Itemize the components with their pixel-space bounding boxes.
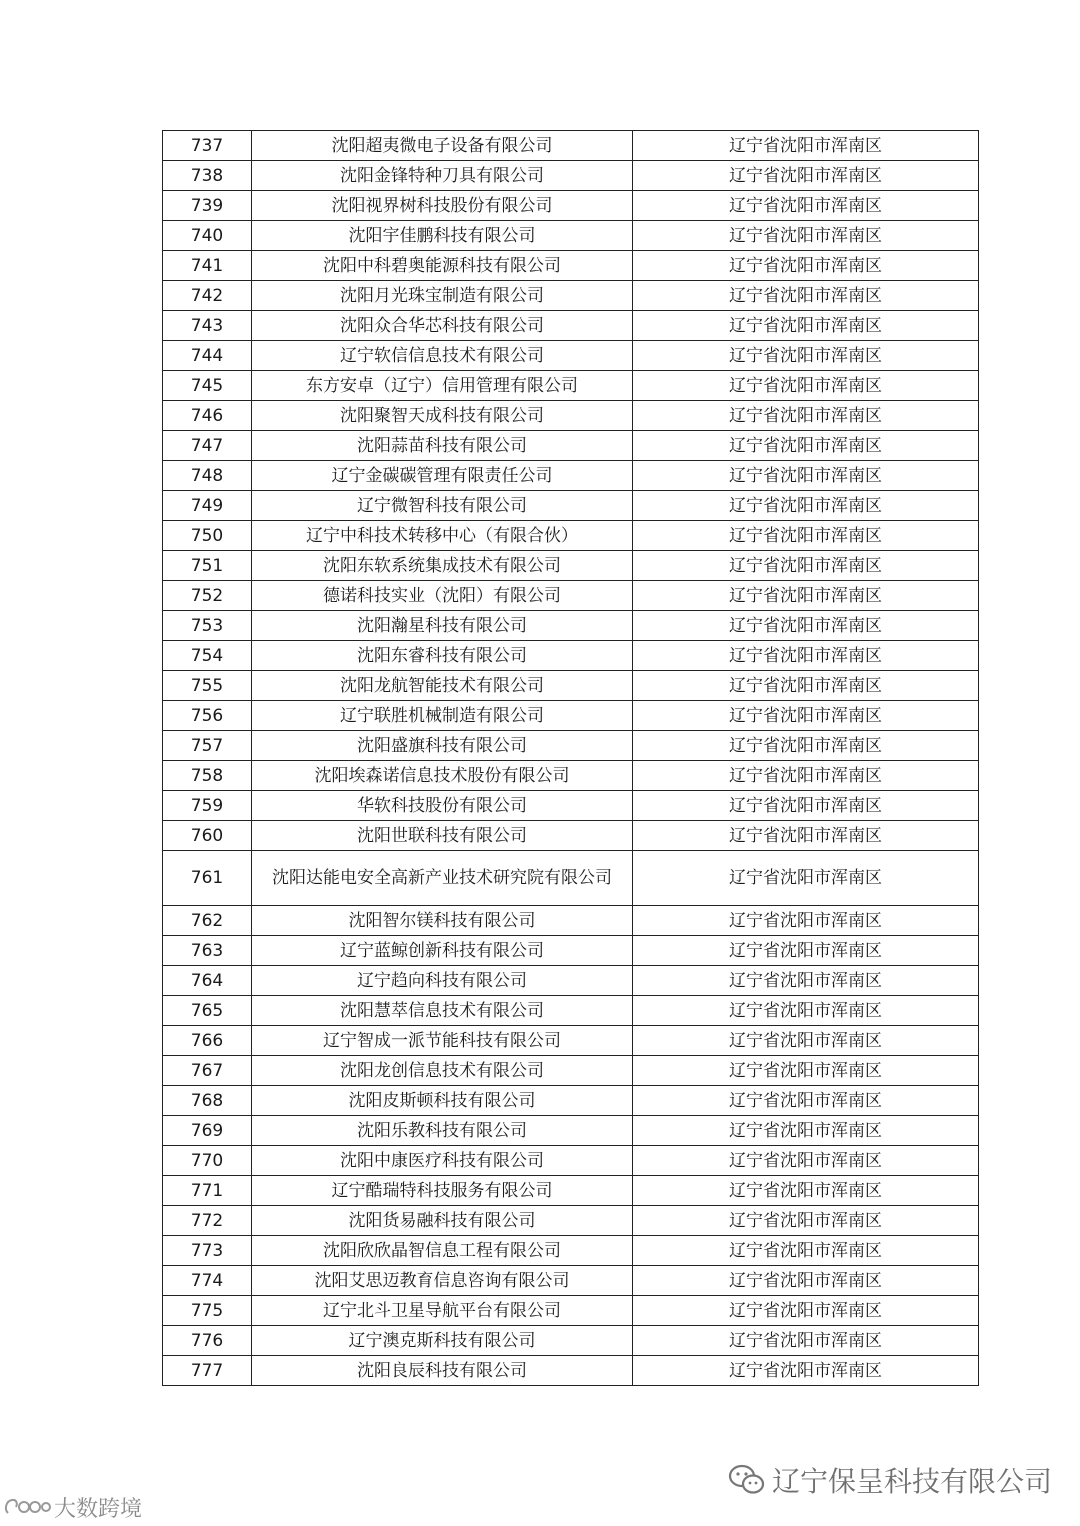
table-row xyxy=(163,1086,979,1116)
row-number-text: 757 xyxy=(190,735,224,756)
region-cell-text: 辽宁省沈阳市浑南区 xyxy=(729,825,882,846)
row-number-text: 744 xyxy=(190,345,224,366)
table-row xyxy=(163,906,979,936)
row-number-text: 765 xyxy=(190,1000,224,1021)
watermark-logo-icon xyxy=(2,1495,52,1519)
region-cell xyxy=(633,641,979,671)
region-cell xyxy=(633,731,979,761)
region-cell-text: 辽宁省沈阳市浑南区 xyxy=(729,375,882,396)
row-number xyxy=(163,996,252,1026)
table-row xyxy=(163,731,979,761)
company-name-cell xyxy=(252,1326,633,1356)
company-name-cell-text: 沈阳龙航智能技术有限公司 xyxy=(340,675,544,696)
company-name-cell-text: 辽宁中科技术转移中心（有限合伙） xyxy=(306,525,578,546)
region-cell xyxy=(633,611,979,641)
region-cell xyxy=(633,251,979,281)
company-name-cell xyxy=(252,251,633,281)
company-name-cell-text: 沈阳智尔镁科技有限公司 xyxy=(348,910,536,931)
region-cell xyxy=(633,1236,979,1266)
company-name-cell xyxy=(252,761,633,791)
region-cell-text: 辽宁省沈阳市浑南区 xyxy=(729,795,882,816)
company-name-cell xyxy=(252,311,633,341)
region-cell-text: 辽宁省沈阳市浑南区 xyxy=(729,285,882,306)
table-row xyxy=(163,1026,979,1056)
row-number-text: 756 xyxy=(190,705,224,726)
table-row xyxy=(163,341,979,371)
row-number-text: 764 xyxy=(190,970,224,991)
company-name-cell-text: 辽宁北斗卫星导航平台有限公司 xyxy=(323,1300,561,1321)
region-cell xyxy=(633,1086,979,1116)
table-row xyxy=(163,791,979,821)
company-name-cell-text: 沈阳慧萃信息技术有限公司 xyxy=(340,1000,544,1021)
region-cell-text: 辽宁省沈阳市浑南区 xyxy=(729,1300,882,1321)
region-cell xyxy=(633,341,979,371)
row-number xyxy=(163,701,252,731)
company-name-cell xyxy=(252,1116,633,1146)
region-cell-text: 辽宁省沈阳市浑南区 xyxy=(729,868,882,888)
region-cell-text: 辽宁省沈阳市浑南区 xyxy=(729,555,882,576)
row-number-text: 772 xyxy=(190,1210,224,1231)
row-number-text: 769 xyxy=(190,1120,224,1141)
row-number-text: 742 xyxy=(190,285,224,306)
region-cell-text: 辽宁省沈阳市浑南区 xyxy=(729,705,882,726)
table-row xyxy=(163,701,979,731)
company-name-cell xyxy=(252,1266,633,1296)
table-row xyxy=(163,1296,979,1326)
table-row xyxy=(163,1176,979,1206)
region-cell-text: 辽宁省沈阳市浑南区 xyxy=(729,615,882,636)
region-cell xyxy=(633,936,979,966)
region-cell-text: 辽宁省沈阳市浑南区 xyxy=(729,910,882,931)
table-row xyxy=(163,1266,979,1296)
wechat-icon xyxy=(728,1463,766,1497)
region-cell-text: 辽宁省沈阳市浑南区 xyxy=(729,1150,882,1171)
row-number-text: 738 xyxy=(190,165,224,186)
region-cell xyxy=(633,996,979,1026)
company-name-cell xyxy=(252,1086,633,1116)
company-name-cell xyxy=(252,791,633,821)
row-number-text: 740 xyxy=(190,225,224,246)
row-number xyxy=(163,1356,252,1386)
company-name-cell-text: 辽宁蓝鲸创新科技有限公司 xyxy=(340,940,544,961)
row-number xyxy=(163,251,252,281)
table-row xyxy=(163,1326,979,1356)
company-name-cell xyxy=(252,701,633,731)
region-cell xyxy=(633,551,979,581)
company-name-cell xyxy=(252,131,633,161)
row-number xyxy=(163,1056,252,1086)
row-number-text: 758 xyxy=(190,765,224,786)
company-name-cell-text: 沈阳货易融科技有限公司 xyxy=(348,1210,536,1231)
row-number xyxy=(163,401,252,431)
row-number xyxy=(163,1086,252,1116)
company-name-cell-text: 沈阳瀚星科技有限公司 xyxy=(357,615,527,636)
company-name-cell-text: 辽宁金碳碳管理有限责任公司 xyxy=(331,465,553,486)
company-name-cell-text: 辽宁软信信息技术有限公司 xyxy=(340,345,544,366)
region-cell xyxy=(633,431,979,461)
region-cell-text: 辽宁省沈阳市浑南区 xyxy=(729,1120,882,1141)
region-cell-text: 辽宁省沈阳市浑南区 xyxy=(729,1180,882,1201)
company-name-cell xyxy=(252,491,633,521)
company-name-cell xyxy=(252,1206,633,1236)
row-number xyxy=(163,641,252,671)
row-number xyxy=(163,131,252,161)
region-cell xyxy=(633,1296,979,1326)
company-name-cell xyxy=(252,611,633,641)
company-name-cell-text: 辽宁微智科技有限公司 xyxy=(357,495,527,516)
company-name-cell xyxy=(252,341,633,371)
company-name-cell-text: 辽宁联胜机械制造有限公司 xyxy=(340,705,544,726)
company-name-cell-text: 沈阳东睿科技有限公司 xyxy=(357,645,527,666)
company-name-cell-text: 沈阳宇佳鹏科技有限公司 xyxy=(348,225,536,246)
company-name-cell-text: 沈阳视界树科技股份有限公司 xyxy=(331,195,553,216)
region-cell-text: 辽宁省沈阳市浑南区 xyxy=(729,940,882,961)
table-row xyxy=(163,996,979,1026)
company-name-cell xyxy=(252,551,633,581)
company-name-cell-text: 沈阳蒜苗科技有限公司 xyxy=(357,435,527,456)
company-name-cell-text: 辽宁趋向科技有限公司 xyxy=(357,970,527,991)
region-cell xyxy=(633,221,979,251)
row-number-text: 754 xyxy=(190,645,224,666)
row-number-text: 760 xyxy=(190,825,224,846)
region-cell xyxy=(633,281,979,311)
table-row xyxy=(163,521,979,551)
row-number xyxy=(163,671,252,701)
table-row xyxy=(163,371,979,401)
row-number-text: 746 xyxy=(190,405,224,426)
region-cell xyxy=(633,1356,979,1386)
company-name-cell-text: 沈阳聚智天成科技有限公司 xyxy=(340,405,544,426)
company-name-cell-text: 沈阳金锋特种刀具有限公司 xyxy=(340,165,544,186)
company-name-cell xyxy=(252,581,633,611)
region-cell-text: 辽宁省沈阳市浑南区 xyxy=(729,645,882,666)
table-row xyxy=(163,1116,979,1146)
company-name-cell xyxy=(252,936,633,966)
table-row xyxy=(163,1236,979,1266)
table-row xyxy=(163,431,979,461)
row-number-text: 737 xyxy=(190,135,224,156)
row-number xyxy=(163,1326,252,1356)
company-name-cell-text: 沈阳达能电安全高新产业技术研究院有限公司 xyxy=(272,868,612,888)
region-cell-text: 辽宁省沈阳市浑南区 xyxy=(729,435,882,456)
row-number xyxy=(163,906,252,936)
region-cell-text: 辽宁省沈阳市浑南区 xyxy=(729,525,882,546)
row-number xyxy=(163,936,252,966)
row-number-text: 770 xyxy=(190,1150,224,1171)
row-number-text: 748 xyxy=(190,465,224,486)
row-number-text: 753 xyxy=(190,615,224,636)
region-cell xyxy=(633,851,979,906)
company-name-cell xyxy=(252,371,633,401)
table-row xyxy=(163,611,979,641)
region-cell xyxy=(633,521,979,551)
region-cell xyxy=(633,401,979,431)
row-number xyxy=(163,341,252,371)
company-name-cell xyxy=(252,731,633,761)
row-number-text: 767 xyxy=(190,1060,224,1081)
company-name-cell xyxy=(252,1296,633,1326)
company-name-cell xyxy=(252,1056,633,1086)
company-name-cell-text: 沈阳乐教科技有限公司 xyxy=(357,1120,527,1141)
row-number xyxy=(163,281,252,311)
table-row xyxy=(163,251,979,281)
row-number-text: 755 xyxy=(190,675,224,696)
company-name-cell xyxy=(252,851,633,906)
region-cell-text: 辽宁省沈阳市浑南区 xyxy=(729,1360,882,1381)
row-number-text: 763 xyxy=(190,940,224,961)
region-cell-text: 辽宁省沈阳市浑南区 xyxy=(729,1210,882,1231)
company-name-cell-text: 沈阳欣欣晶智信息工程有限公司 xyxy=(323,1240,561,1261)
row-number xyxy=(163,1116,252,1146)
region-cell-text: 辽宁省沈阳市浑南区 xyxy=(729,1060,882,1081)
row-number xyxy=(163,731,252,761)
company-name-cell xyxy=(252,281,633,311)
row-number xyxy=(163,1296,252,1326)
row-number xyxy=(163,191,252,221)
row-number xyxy=(163,461,252,491)
region-cell xyxy=(633,461,979,491)
company-name-cell xyxy=(252,1356,633,1386)
company-name-cell-text: 东方安卓（辽宁）信用管理有限公司 xyxy=(306,375,578,396)
source-watermark-text: 大数跨境 xyxy=(54,1496,143,1522)
table-row xyxy=(163,131,979,161)
row-number xyxy=(163,551,252,581)
table-row xyxy=(163,671,979,701)
table-row xyxy=(163,1146,979,1176)
region-cell xyxy=(633,491,979,521)
row-number xyxy=(163,966,252,996)
company-name-cell-text: 沈阳东软系统集成技术有限公司 xyxy=(323,555,561,576)
table-row xyxy=(163,401,979,431)
row-number xyxy=(163,1236,252,1266)
row-number-text: 774 xyxy=(190,1270,224,1291)
company-name-cell-text: 沈阳月光珠宝制造有限公司 xyxy=(340,285,544,306)
region-cell xyxy=(633,1266,979,1296)
table-row xyxy=(163,311,979,341)
region-cell xyxy=(633,371,979,401)
table-row xyxy=(163,966,979,996)
table-row xyxy=(163,221,979,251)
source-watermark xyxy=(2,1492,142,1522)
company-name-cell-text: 沈阳良辰科技有限公司 xyxy=(357,1360,527,1381)
company-name-cell xyxy=(252,431,633,461)
region-cell xyxy=(633,906,979,936)
company-name-cell-text: 沈阳皮斯顿科技有限公司 xyxy=(348,1090,536,1111)
table-row xyxy=(163,551,979,581)
table-row xyxy=(163,461,979,491)
company-name-cell xyxy=(252,996,633,1026)
row-number xyxy=(163,1176,252,1206)
company-name-cell xyxy=(252,221,633,251)
row-number-text: 775 xyxy=(190,1300,224,1321)
row-number-text: 741 xyxy=(190,255,224,276)
region-cell-text: 辽宁省沈阳市浑南区 xyxy=(729,1240,882,1261)
row-number xyxy=(163,431,252,461)
company-name-cell-text: 沈阳盛旗科技有限公司 xyxy=(357,735,527,756)
row-number-text: 749 xyxy=(190,495,224,516)
row-number xyxy=(163,1266,252,1296)
row-number-text: 762 xyxy=(190,910,224,931)
wechat-watermark xyxy=(728,1460,1052,1500)
region-cell xyxy=(633,1176,979,1206)
row-number xyxy=(163,521,252,551)
row-number-text: 751 xyxy=(190,555,224,576)
table-row xyxy=(163,1056,979,1086)
row-number xyxy=(163,311,252,341)
company-name-cell-text: 德诺科技实业（沈阳）有限公司 xyxy=(323,585,561,606)
row-number xyxy=(163,1206,252,1236)
company-name-cell-text: 沈阳艾思迈教育信息咨询有限公司 xyxy=(314,1270,570,1291)
region-cell xyxy=(633,966,979,996)
company-name-cell-text: 沈阳中康医疗科技有限公司 xyxy=(340,1150,544,1171)
region-cell-text: 辽宁省沈阳市浑南区 xyxy=(729,1270,882,1291)
row-number-text: 761 xyxy=(190,868,224,888)
company-name-cell-text: 辽宁酷瑞特科技服务有限公司 xyxy=(331,1180,553,1201)
region-cell-text: 辽宁省沈阳市浑南区 xyxy=(729,1030,882,1051)
company-name-cell-text: 辽宁智成一派节能科技有限公司 xyxy=(323,1030,561,1051)
table-row xyxy=(163,761,979,791)
company-name-cell xyxy=(252,461,633,491)
region-cell xyxy=(633,1146,979,1176)
company-name-cell-text: 沈阳众合华芯科技有限公司 xyxy=(340,315,544,336)
company-name-cell xyxy=(252,161,633,191)
company-name-cell xyxy=(252,401,633,431)
region-cell-text: 辽宁省沈阳市浑南区 xyxy=(729,675,882,696)
company-list-table xyxy=(162,130,979,1386)
company-name-cell-text: 沈阳埃森诺信息技术股份有限公司 xyxy=(314,765,570,786)
region-cell-text: 辽宁省沈阳市浑南区 xyxy=(729,195,882,216)
region-cell-text: 辽宁省沈阳市浑南区 xyxy=(729,495,882,516)
row-number-text: 750 xyxy=(190,525,224,546)
region-cell-text: 辽宁省沈阳市浑南区 xyxy=(729,1000,882,1021)
row-number xyxy=(163,371,252,401)
row-number xyxy=(163,1026,252,1056)
row-number-text: 776 xyxy=(190,1330,224,1351)
company-list-body xyxy=(163,131,979,1386)
row-number xyxy=(163,221,252,251)
region-cell xyxy=(633,1056,979,1086)
company-name-cell xyxy=(252,1026,633,1056)
table-row xyxy=(163,491,979,521)
company-name-cell xyxy=(252,906,633,936)
region-cell xyxy=(633,821,979,851)
region-cell xyxy=(633,701,979,731)
row-number-text: 747 xyxy=(190,435,224,456)
company-name-cell-text: 华软科技股份有限公司 xyxy=(357,795,527,816)
wechat-watermark-text: 辽宁保呈科技有限公司 xyxy=(772,1465,1053,1498)
region-cell xyxy=(633,191,979,221)
table-row xyxy=(163,851,979,906)
row-number-text: 759 xyxy=(190,795,224,816)
table-row xyxy=(163,191,979,221)
row-number-text: 771 xyxy=(190,1180,224,1201)
region-cell xyxy=(633,131,979,161)
region-cell xyxy=(633,761,979,791)
region-cell xyxy=(633,161,979,191)
region-cell xyxy=(633,1326,979,1356)
company-name-cell xyxy=(252,1176,633,1206)
table-row xyxy=(163,821,979,851)
company-name-cell-text: 沈阳龙创信息技术有限公司 xyxy=(340,1060,544,1081)
row-number-text: 745 xyxy=(190,375,224,396)
table-row xyxy=(163,161,979,191)
row-number xyxy=(163,491,252,521)
region-cell xyxy=(633,1206,979,1236)
table-row xyxy=(163,581,979,611)
table-row xyxy=(163,641,979,671)
row-number xyxy=(163,851,252,906)
region-cell-text: 辽宁省沈阳市浑南区 xyxy=(729,765,882,786)
company-name-cell xyxy=(252,821,633,851)
table-row xyxy=(163,1206,979,1236)
region-cell-text: 辽宁省沈阳市浑南区 xyxy=(729,345,882,366)
row-number-text: 768 xyxy=(190,1090,224,1111)
row-number xyxy=(163,791,252,821)
region-cell-text: 辽宁省沈阳市浑南区 xyxy=(729,405,882,426)
row-number xyxy=(163,821,252,851)
region-cell xyxy=(633,1026,979,1056)
region-cell-text: 辽宁省沈阳市浑南区 xyxy=(729,585,882,606)
region-cell-text: 辽宁省沈阳市浑南区 xyxy=(729,1090,882,1111)
region-cell-text: 辽宁省沈阳市浑南区 xyxy=(729,225,882,246)
company-name-cell-text: 沈阳世联科技有限公司 xyxy=(357,825,527,846)
company-name-cell xyxy=(252,641,633,671)
region-cell-text: 辽宁省沈阳市浑南区 xyxy=(729,135,882,156)
row-number-text: 752 xyxy=(190,585,224,606)
region-cell xyxy=(633,671,979,701)
region-cell-text: 辽宁省沈阳市浑南区 xyxy=(729,165,882,186)
row-number-text: 743 xyxy=(190,315,224,336)
company-name-cell-text: 辽宁澳克斯科技有限公司 xyxy=(348,1330,536,1351)
company-name-cell-text: 沈阳中科碧奥能源科技有限公司 xyxy=(323,255,561,276)
row-number xyxy=(163,761,252,791)
region-cell-text: 辽宁省沈阳市浑南区 xyxy=(729,315,882,336)
region-cell-text: 辽宁省沈阳市浑南区 xyxy=(729,970,882,991)
company-name-cell xyxy=(252,1146,633,1176)
region-cell-text: 辽宁省沈阳市浑南区 xyxy=(729,465,882,486)
company-name-cell xyxy=(252,671,633,701)
region-cell xyxy=(633,581,979,611)
company-name-cell-text: 沈阳超夷微电子设备有限公司 xyxy=(331,135,553,156)
table-row xyxy=(163,936,979,966)
company-name-cell xyxy=(252,966,633,996)
company-name-cell xyxy=(252,1236,633,1266)
region-cell xyxy=(633,311,979,341)
region-cell xyxy=(633,791,979,821)
row-number-text: 766 xyxy=(190,1030,224,1051)
company-name-cell xyxy=(252,191,633,221)
row-number xyxy=(163,611,252,641)
region-cell-text: 辽宁省沈阳市浑南区 xyxy=(729,735,882,756)
row-number xyxy=(163,161,252,191)
row-number-text: 739 xyxy=(190,195,224,216)
region-cell xyxy=(633,1116,979,1146)
row-number xyxy=(163,1146,252,1176)
row-number-text: 773 xyxy=(190,1240,224,1261)
row-number xyxy=(163,581,252,611)
region-cell-text: 辽宁省沈阳市浑南区 xyxy=(729,1330,882,1351)
table-row xyxy=(163,281,979,311)
company-name-cell xyxy=(252,521,633,551)
region-cell-text: 辽宁省沈阳市浑南区 xyxy=(729,255,882,276)
row-number-text: 777 xyxy=(190,1360,224,1381)
table-row xyxy=(163,1356,979,1386)
